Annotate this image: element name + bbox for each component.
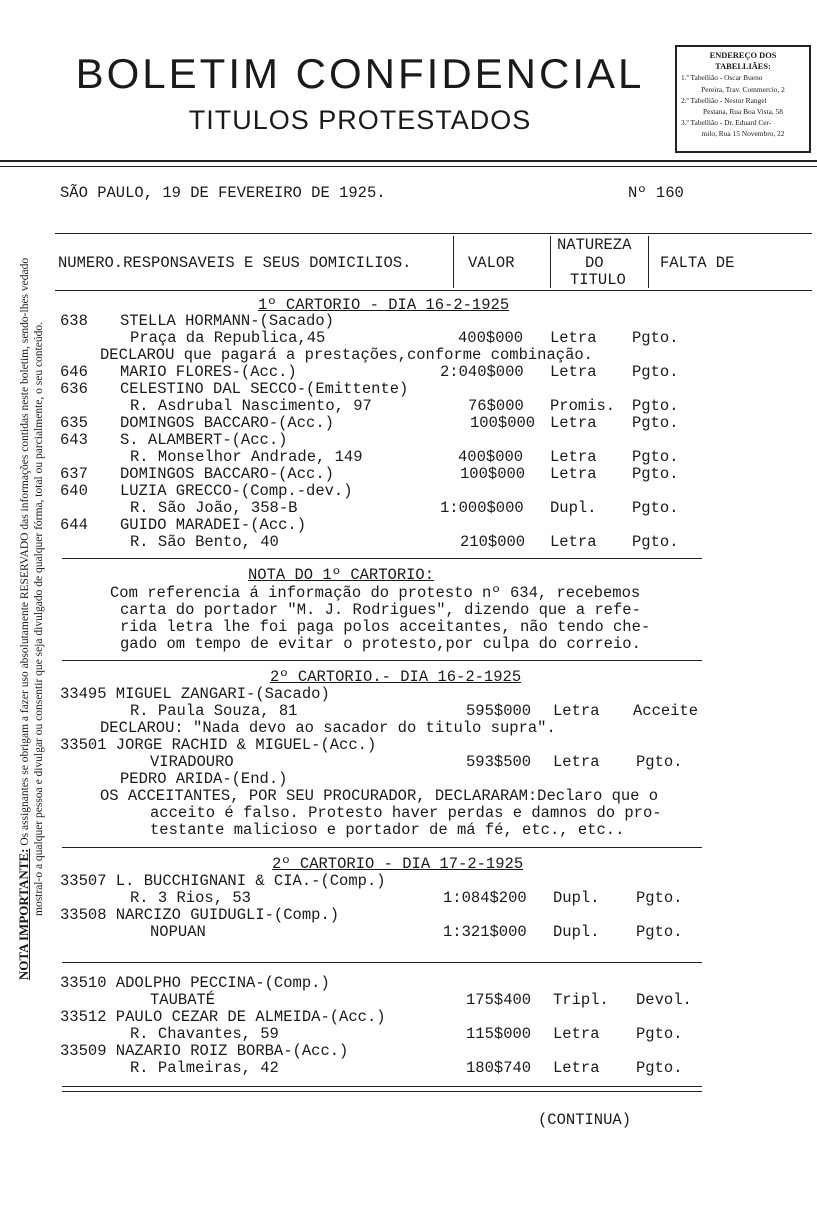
address-box-heading: ENDEREÇO DOS TABELLIÃES:: [709, 51, 777, 72]
listing-line: 33509 NAZARIO ROIZ BORBA-(Acc.): [60, 1042, 349, 1060]
important-note-lead: NOTA IMPORTANTE:: [16, 848, 31, 981]
listing-line: 1:000$000: [440, 499, 524, 517]
listing-line: 595$000: [466, 702, 532, 720]
listing-line: 2:040$000: [440, 363, 524, 381]
column-header-do: DO: [585, 254, 604, 272]
listing-line: R. 3 Rios, 53: [130, 889, 251, 907]
section-rule: [62, 847, 702, 848]
listing-line: R. São Bento, 40: [130, 533, 279, 551]
important-note-line1: Os assignantes se obrigam a fazer uso absolutamente RESERVADO das informações contidas neste boletim, sendo-lhes vedado: [19, 257, 31, 846]
listing-line: 115$000: [466, 1025, 532, 1043]
listing-line: DOMINGOS BACCARO-(Acc.): [120, 465, 334, 483]
header-rule-thick: [0, 160, 817, 162]
listing-line: OS ACCEITANTES, POR SEU PROCURADOR, DECLARARAM:Declaro que o: [100, 787, 659, 805]
listing-line: acceito é falso. Protesto haver perdas e damnos do pro-: [150, 804, 662, 822]
column-header-valor: VALOR: [468, 254, 515, 272]
listing-line: gado om tempo de evitar o protesto,por culpa do correio.: [120, 635, 641, 653]
listing-line: S. ALAMBERT-(Acc.): [120, 431, 288, 449]
listing-line: CELESTINO DAL SECCO-(Emittente): [120, 380, 409, 398]
listing-line: 175$400: [466, 991, 532, 1009]
bulletin-title: BOLETIM CONFIDENCIAL: [75, 50, 645, 97]
listing-line: Com referencia á informação do protesto nº 634, recebemos: [110, 584, 641, 602]
listing-line: 637: [60, 465, 88, 483]
listing-line: Pgto.: [632, 329, 679, 347]
listing-line: 33501 JORGE RACHID & MIGUEL-(Acc.): [60, 736, 377, 754]
listing-line: 646: [60, 363, 88, 381]
column-header-responsaveis: NUMERO.RESPONSAVEIS E SEUS DOMICILIOS.: [58, 254, 412, 272]
listing-line: Devol.: [636, 991, 692, 1009]
address-line: 1.º Tabellião - Oscar Bueno: [681, 73, 763, 83]
listing-line: Pgto.: [636, 1059, 683, 1077]
listing-line: Dupl.: [550, 499, 597, 517]
listing-line: 400$000: [458, 448, 524, 466]
listing-line: Tripl.: [553, 991, 609, 1009]
section-heading: 2º CARTORIO.- DIA 16-2-1925: [270, 668, 522, 686]
important-note-line2: mostral-o a qualquer pessoa e divulgar ou consentir que seja divulgado de qualquer fórma, total ou parcialmente, o seu conteúdo.: [32, 322, 45, 916]
listing-line: Letra: [553, 702, 600, 720]
listing-line: Letra: [550, 329, 597, 347]
listing-line: Pgto.: [636, 1025, 683, 1043]
listing-line: 640: [60, 482, 88, 500]
section-rule: [62, 660, 702, 661]
notaries-address-box: [675, 45, 811, 153]
listing-line: Pgto.: [632, 533, 679, 551]
listing-line: Letra: [550, 465, 597, 483]
listing-line: R. Asdrubal Nascimento, 97: [130, 397, 372, 415]
listing-line: rida letra lhe foi paga polos acceitantes, não tendo che-: [120, 618, 651, 636]
listing-line: R. Palmeiras, 42: [130, 1059, 279, 1077]
listing-line: Pgto.: [636, 889, 683, 907]
section-rule: [62, 1086, 702, 1087]
column-header-titulo: TITULO: [570, 271, 626, 289]
listing-line: R. Paula Souza, 81: [130, 702, 298, 720]
listing-line: Praça da Republica,45: [130, 329, 326, 347]
listing-line: Pgto.: [636, 753, 683, 771]
section-rule: [62, 962, 702, 963]
listing-line: 33495 MIGUEL ZANGARI-(Sacado): [60, 685, 330, 703]
listing-line: DOMINGOS BACCARO-(Acc.): [120, 414, 334, 432]
section-heading: 2º CARTORIO - DIA 17-2-1925: [272, 855, 524, 873]
listing-line: 33512 PAULO CEZAR DE ALMEIDA-(Acc.): [60, 1008, 386, 1026]
listing-line: 180$740: [466, 1059, 532, 1077]
listing-line: 635: [60, 414, 88, 432]
listing-line: 636: [60, 380, 88, 398]
listing-line: STELLA HORMANN-(Sacado): [120, 312, 334, 330]
table-header-top-rule: [55, 233, 812, 234]
address-line: 3.º Tabellião - Dr. Eduard Cer-: [681, 118, 772, 128]
listing-line: Letra: [550, 448, 597, 466]
listing-line: Promis.: [550, 397, 616, 415]
address-line: Pestana, Rua Boa Vista, 58: [703, 107, 783, 117]
bulletin-subtitle: TITULOS PROTESTADOS: [188, 105, 532, 135]
section-rule: [62, 558, 702, 559]
continua-label: (CONTINUA): [538, 1111, 632, 1129]
listing-line: VIRADOURO: [150, 753, 234, 771]
listing-line: MARIO FLORES-(Acc.): [120, 363, 297, 381]
bulletin-number: Nº 160: [628, 184, 684, 202]
listing-line: Letra: [550, 414, 597, 432]
listing-line: Pgto.: [636, 923, 683, 941]
column-divider: [550, 236, 551, 288]
listing-line: Pgto.: [632, 397, 679, 415]
listing-line: Pgto.: [632, 499, 679, 517]
column-header-falta-de: FALTA DE: [660, 254, 735, 272]
column-header-natureza: NATUREZA: [557, 236, 632, 254]
listing-line: TAUBATÉ: [150, 991, 216, 1009]
header-rule-thin: [0, 166, 817, 167]
listing-line: R. São João, 358-B: [130, 499, 298, 517]
table-header-bottom-rule: [55, 290, 812, 291]
listing-line: 643: [60, 431, 88, 449]
section-rule: [62, 1091, 702, 1092]
dateline: SÃO PAULO, 19 DE FEVEREIRO DE 1925.: [60, 184, 386, 202]
listing-line: R. Monselhor Andrade, 149: [130, 448, 363, 466]
listing-line: 33508 NARCIZO GUIDUGLI-(Comp.): [60, 906, 340, 924]
listing-line: Letra: [553, 753, 600, 771]
listing-line: 644: [60, 516, 88, 534]
listing-line: Letra: [550, 363, 597, 381]
listing-line: 100$000: [470, 414, 536, 432]
listing-line: Pgto.: [632, 363, 679, 381]
listing-line: Letra: [553, 1059, 600, 1077]
section-heading: NOTA DO 1º CARTORIO:: [248, 566, 435, 584]
section-heading: 1º CARTORIO - DIA 16-2-1925: [258, 296, 510, 314]
listing-line: Dupl.: [553, 889, 600, 907]
listing-line: carta do portador "M. J. Rodrigues", dizendo que a refe-: [120, 601, 641, 619]
listing-line: Letra: [550, 533, 597, 551]
listing-line: Pgto.: [632, 448, 679, 466]
listing-line: R. Chavantes, 59: [130, 1025, 279, 1043]
listing-line: 638: [60, 312, 88, 330]
important-note-vertical: [17, 19, 45, 1219]
listing-line: Dupl.: [553, 923, 600, 941]
listing-line: Pgto.: [632, 414, 679, 432]
column-divider: [453, 236, 454, 288]
column-divider: [648, 236, 649, 288]
listing-line: 100$000: [460, 465, 526, 483]
listing-line: LUZIA GRECCO-(Comp.-dev.): [120, 482, 353, 500]
listing-line: testante malicioso e portador de má fé, etc., etc..: [150, 821, 625, 839]
listing-line: 1:321$000: [443, 923, 527, 941]
listing-line: 76$000: [468, 397, 524, 415]
listing-line: Acceite: [633, 702, 699, 720]
address-line: 2.º Tabellião - Nestor Rangel: [681, 95, 767, 105]
listing-line: 210$000: [460, 533, 526, 551]
address-line: milo, Rua 15 Novembro, 22: [701, 129, 785, 139]
listing-line: NOPUAN: [150, 923, 206, 941]
address-line: Pereira, Trav. Commercio, 2: [701, 84, 785, 94]
listing-line: 33507 L. BUCCHIGNANI & CIA.-(Comp.): [60, 872, 386, 890]
listing-line: Pgto.: [632, 465, 679, 483]
listing-line: PEDRO ARIDA-(End.): [120, 770, 288, 788]
listing-line: DECLAROU: "Nada devo ao sacador do titulo supra".: [100, 719, 556, 737]
listing-line: 400$000: [458, 329, 524, 347]
listing-line: 1:084$200: [443, 889, 527, 907]
listing-line: Letra: [553, 1025, 600, 1043]
listing-line: 33510 ADOLPHO PECCINA-(Comp.): [60, 974, 330, 992]
listing-line: GUIDO MARADEI-(Acc.): [120, 516, 307, 534]
listing-line: DECLAROU que pagará a prestações,conforme combinação.: [100, 346, 593, 364]
listing-line: 593$500: [466, 753, 532, 771]
